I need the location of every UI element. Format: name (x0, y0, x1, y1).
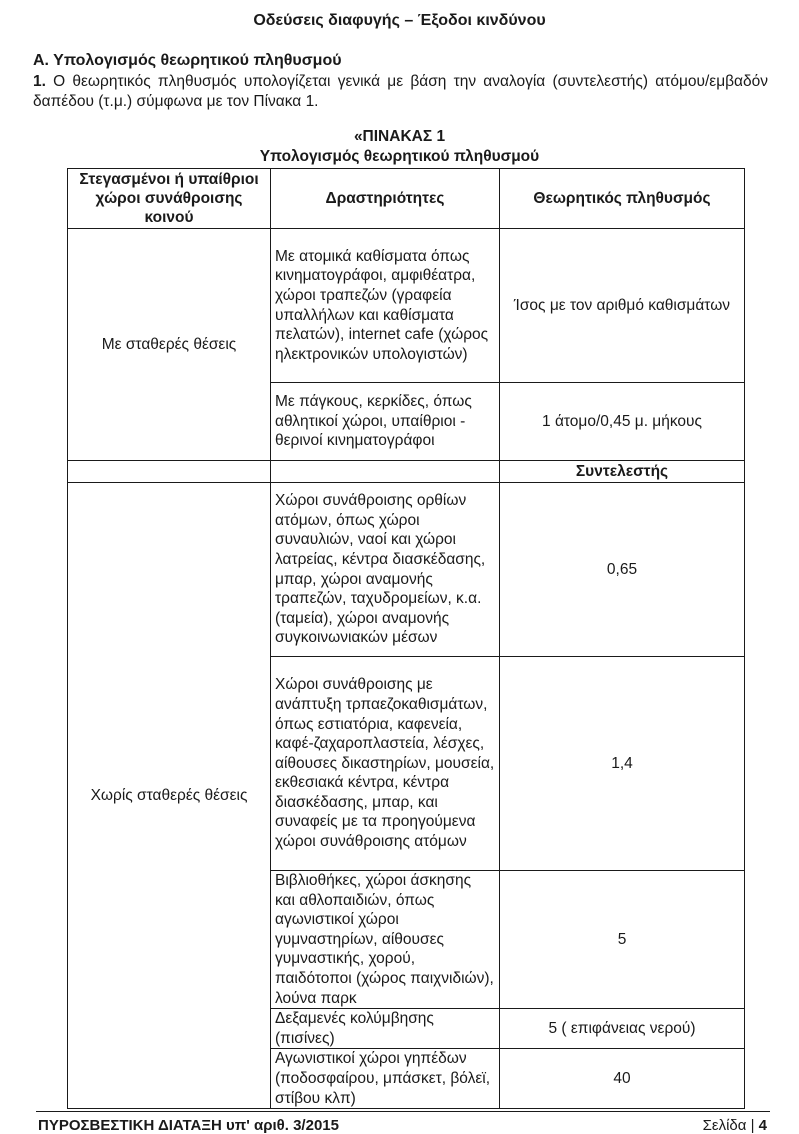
footer-divider (36, 1111, 770, 1112)
header-population: Θεωρητικός πληθυσμός (500, 169, 745, 229)
table-row (68, 483, 745, 657)
intro-paragraph (33, 72, 768, 112)
activity-cell: Με πάγκους, κερκίδες, όπως αθλητικοί χώροι, υπαίθριοι - θερινοί κινηματογράφοι (271, 383, 500, 461)
table-caption-title: Υπολογισμός θεωρητικού πληθυσμού (259, 148, 540, 165)
activity-cell: Χώροι συνάθροισης με ανάπτυξη τρπαεζοκαθισμάτων, όπως εστιατόρια, καφενεία, καφέ-ζαχαροπλαστεία, λέσχες, αίθουσες δικαστηρίων, μουσεία, εκθεσιακά κέντρα, κέντρα διασκέδασης, μπαρ, και συναφείς με τα προηγούμενα χώροι συνάθροισης ατόμων (271, 657, 500, 871)
page-number: 4 (758, 1117, 767, 1134)
header-spaces: Στεγασμένοι ή υπαίθριοι χώροι συνάθροισης κοινού (68, 169, 271, 229)
activity-cell: Βιβλιοθήκες, χώροι άσκησης και αθλοπαιδιών, όπως αγωνιστικοί χώροι γυμναστηρίων, αίθουσες γυμναστικής, χορού, παιδότοποι (χώρος παιχνιδιών), λούνα παρκ (271, 871, 500, 1009)
population-cell: 1,4 (500, 657, 745, 871)
footer-page-indicator (703, 1117, 767, 1134)
category-fixed-seats: Με σταθερές θέσεις (68, 229, 271, 461)
section-heading: Α. Υπολογισμός θεωρητικού πληθυσμού (33, 52, 342, 69)
table-caption-number: «ΠΙΝΑΚΑΣ 1 (353, 128, 446, 145)
table-subheader-row (68, 461, 745, 483)
population-cell: 40 (500, 1049, 745, 1109)
footer-document-ref: ΠΥΡΟΣΒΕΣΤΙΚΗ ΔΙΑΤΑΞΗ υπ' αριθ. 3/2015 (38, 1117, 339, 1134)
document-title: Οδεύσεις διαφυγής – Έξοδοι κινδύνου (253, 12, 546, 29)
empty-cell (271, 461, 500, 483)
paragraph-text: Ο θεωρητικός πληθυσμός υπολογίζεται γενικά με βάση την αναλογία (συντελεστής) ατόμου/εμβαδόν δαπέδου (τ.μ.) σύμφωνα με τον Πίνακα 1. (33, 73, 768, 110)
activity-cell: Με ατομικά καθίσματα όπως κινηματογράφοι, αμφιθέατρα, χώροι τραπεζών (γραφεία υπαλλήλων και καθίσματα πελατών), internet cafe (χώρος ηλεκτρονικών υπολογιστών) (271, 229, 500, 383)
activity-cell: Χώροι συνάθροισης ορθίων ατόμων, όπως χώροι συναυλιών, ναοί και χώροι λατρείας, κέντρα διασκέδασης, μπαρ, χώροι αναμονής τραπεζών, ταχυδρομείων, κ.α. (ταμεία), χώροι αναμονής συγκοινωνιακών μέσων (271, 483, 500, 657)
empty-cell (68, 461, 271, 483)
population-cell: 1 άτομο/0,45 μ. μήκους (500, 383, 745, 461)
population-cell: 5 (500, 871, 745, 1009)
paragraph-number: 1. (33, 73, 46, 90)
table-header-row (68, 169, 745, 229)
population-table (67, 168, 745, 1109)
activity-cell: Αγωνιστικοί χώροι γηπέδων (ποδοσφαίρου, μπάσκετ, βόλεϊ, στίβου κλπ) (271, 1049, 500, 1109)
coefficient-subheader: Συντελεστής (500, 461, 745, 483)
category-no-fixed-seats: Χωρίς σταθερές θέσεις (68, 483, 271, 1109)
population-cell: 5 ( επιφάνειας νερού) (500, 1009, 745, 1049)
population-cell: 0,65 (500, 483, 745, 657)
activity-cell: Δεξαμενές κολύμβησης (πισίνες) (271, 1009, 500, 1049)
population-cell: Ίσος με τον αριθμό καθισμάτων (500, 229, 745, 383)
header-activities: Δραστηριότητες (271, 169, 500, 229)
table-row (68, 229, 745, 383)
page-label: Σελίδα | (702, 1117, 759, 1134)
